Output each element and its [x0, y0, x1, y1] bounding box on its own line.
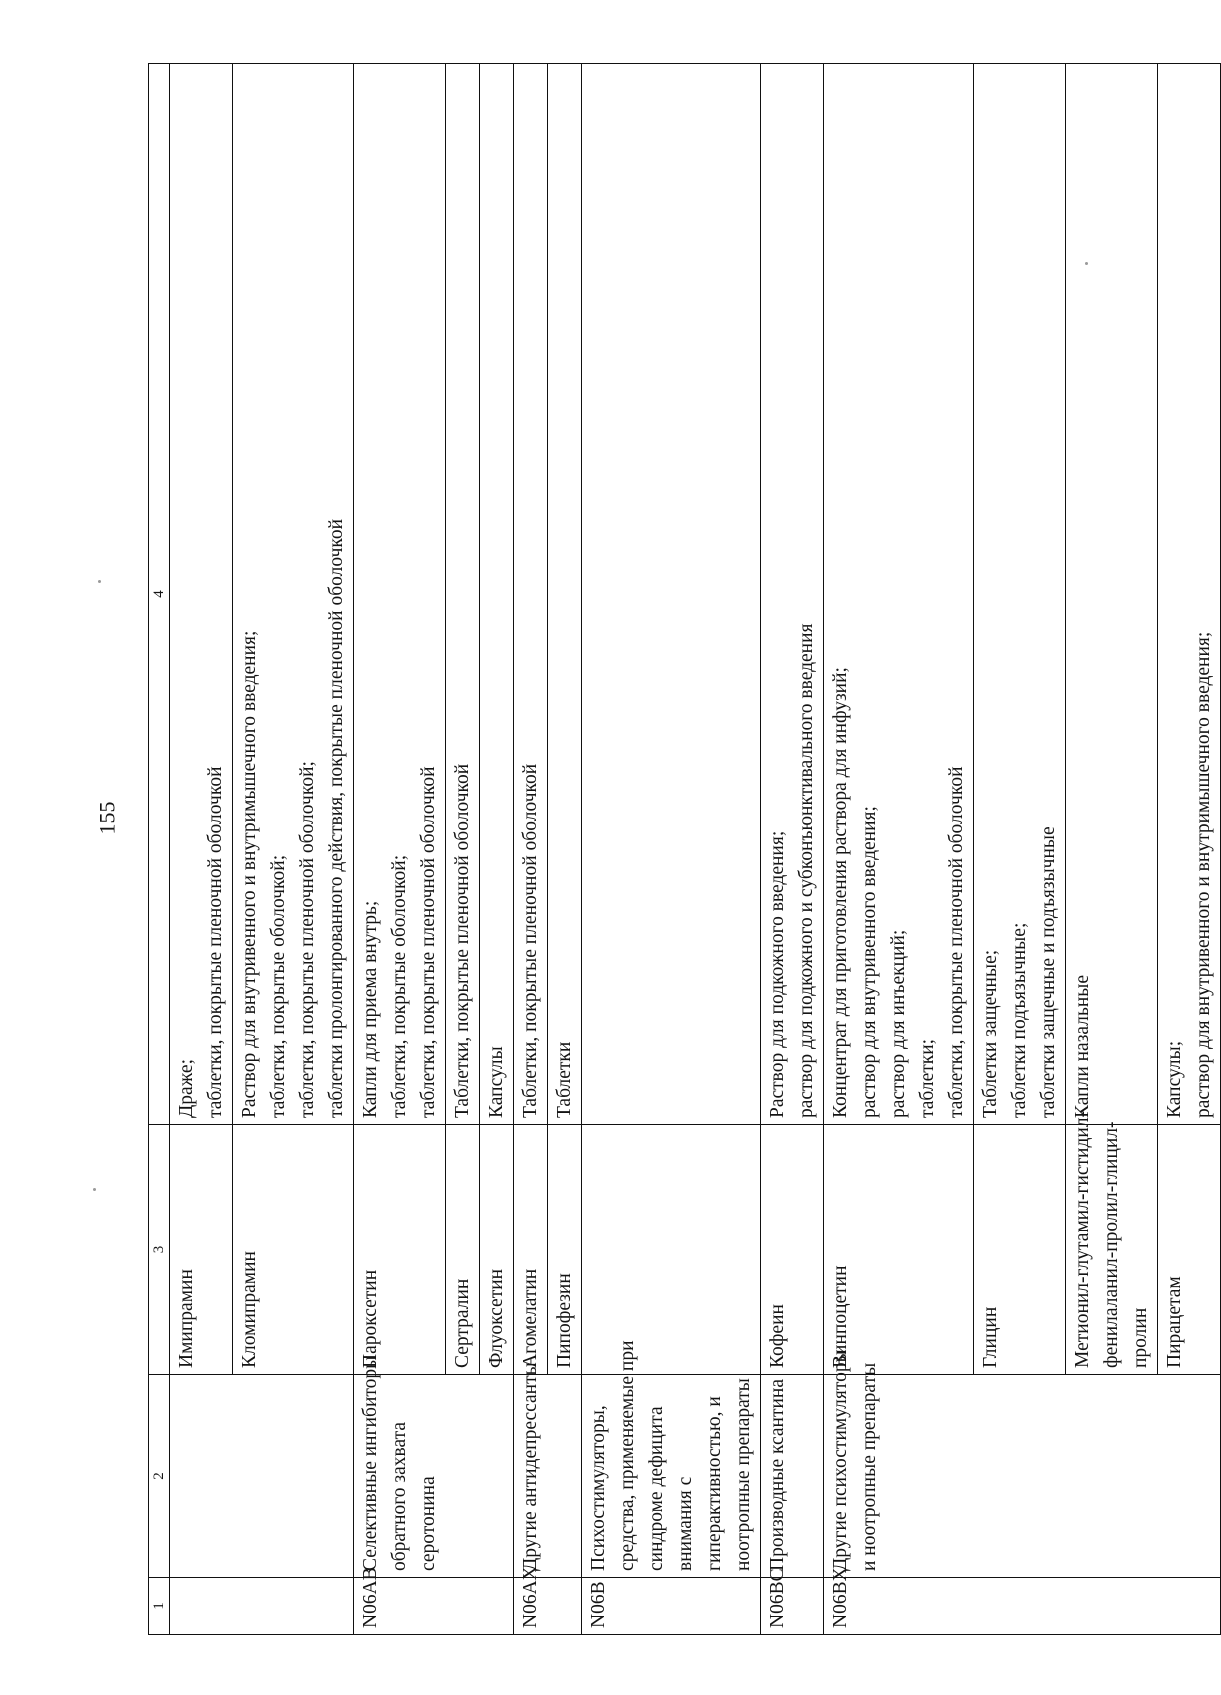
header-cell: 1 [149, 1578, 170, 1635]
table-row [582, 64, 761, 1635]
table-row [170, 64, 233, 1635]
scan-speck [98, 580, 101, 583]
forms-cell: Раствор для подкожного введения; раствор для подкожного и субконъюнктивального введения [761, 64, 824, 1125]
group-cell: Психостимуляторы, средства, применяемые при синдроме дефицита внимания с гиперактивностью, и ноотропные препараты [582, 1375, 761, 1578]
group-cell: Производные ксантина [761, 1375, 824, 1578]
drug-cell: Пипофезин [548, 1125, 582, 1375]
group-cell: Селективные ингибиторы обратного захвата серотонина [354, 1375, 514, 1578]
table-row [354, 64, 446, 1635]
forms-cell: Драже; таблетки, покрытые пленочной оболочкой [170, 64, 233, 1125]
atc-code-cell [170, 1578, 354, 1635]
forms-cell: Таблетки защечные; таблетки подъязычные; таблетки защечные и подъязычные [974, 64, 1066, 1125]
forms-cell: Капсулы [480, 64, 514, 1125]
forms-cell: Капсулы; раствор для внутривенного и внутримышечного введения; [1158, 64, 1221, 1125]
atc-code-cell: N06BC [761, 1578, 824, 1635]
forms-cell: Таблетки, покрытые пленочной оболочкой [514, 64, 548, 1125]
header-cell: 4 [149, 64, 170, 1125]
group-cell [170, 1375, 354, 1578]
drug-cell: Метионил-глутамил-гистидил- фенилаланил-пролил-глицил- пролин [1066, 1125, 1158, 1375]
drug-cell: Пароксетин [354, 1125, 446, 1375]
drug-cell: Агомелатин [514, 1125, 548, 1375]
drug-cell: Флуоксетин [480, 1125, 514, 1375]
atc-code-cell: N06BX [824, 1578, 1221, 1635]
table-row [761, 64, 824, 1635]
forms-cell: Капли для приема внутрь; таблетки, покрытые оболочкой; таблетки, покрытые пленочной оболочкой [354, 64, 446, 1125]
header-cell: 2 [149, 1375, 170, 1578]
scan-speck [93, 1188, 96, 1191]
drug-cell: Сертралин [446, 1125, 480, 1375]
header-cell: 3 [149, 1125, 170, 1375]
forms-cell [582, 64, 761, 1125]
page-number: 155 [94, 801, 120, 835]
table-row [824, 64, 974, 1635]
atc-code-cell: N06AB [354, 1578, 514, 1635]
header-row [149, 64, 170, 1635]
forms-cell: Капли назальные [1066, 64, 1158, 1125]
drug-cell: Винпоцетин [824, 1125, 974, 1375]
drug-cell: Пирацетам [1158, 1125, 1221, 1375]
drug-cell: Кофеин [761, 1125, 824, 1375]
drug-table [148, 63, 1221, 1635]
forms-cell: Таблетки [548, 64, 582, 1125]
atc-code-cell: N06B [582, 1578, 761, 1635]
group-cell: Другие психостимуляторы и ноотропные препараты [824, 1375, 1221, 1578]
forms-cell: Раствор для внутривенного и внутримышечного введения; таблетки, покрытые оболочкой; таблетки, покрытые пленочной оболочкой; таблетки пролонгированного действия, покрытые пленочной оболочкой [233, 64, 354, 1125]
forms-cell: Таблетки, покрытые пленочной оболочкой [446, 64, 480, 1125]
drug-cell: Глицин [974, 1125, 1066, 1375]
forms-cell: Концентрат для приготовления раствора для инфузий; раствор для внутривенного введения; раствор для инъекций; таблетки; таблетки, покрытые пленочной оболочкой [824, 64, 974, 1125]
drug-cell: Кломипрамин [233, 1125, 354, 1375]
group-cell: Другие антидепрессанты [514, 1375, 582, 1578]
drug-cell [582, 1125, 761, 1375]
drug-table-rotated [148, 63, 1221, 1635]
atc-code-cell: N06AX [514, 1578, 582, 1635]
drug-cell: Имипрамин [170, 1125, 233, 1375]
table-row [514, 64, 548, 1635]
